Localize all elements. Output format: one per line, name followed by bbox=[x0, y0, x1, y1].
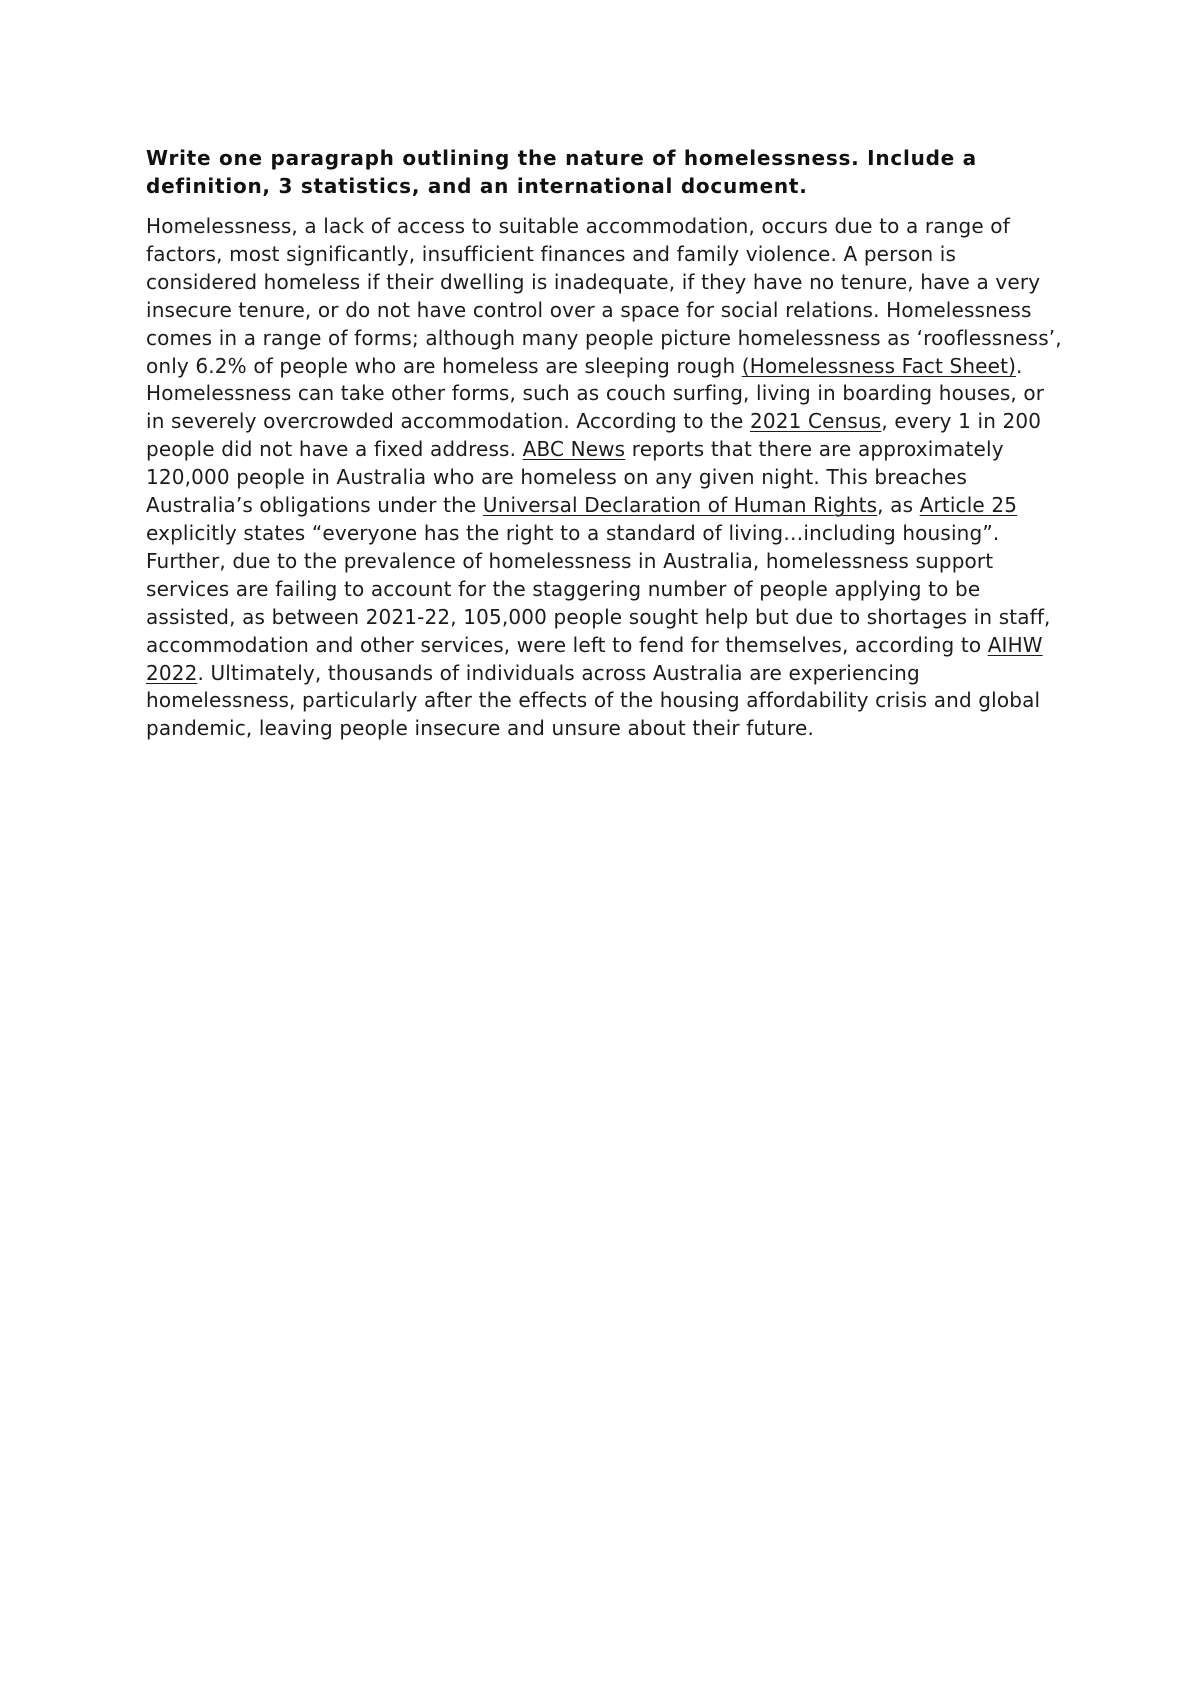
paragraph-text: . Homelessness can take other forms, such as couch surfing, living in boarding houses, or in severely overcrowded accommodation. According to the bbox=[146, 353, 1045, 434]
link-abc-news[interactable]: ABC News bbox=[522, 437, 626, 462]
link-article-25[interactable]: Article 25 bbox=[919, 493, 1018, 518]
paragraph-text: reports that there are approximately 120,000 people in Australia who are homeless on any given night. This breaches Australia’s obligations under the bbox=[146, 437, 1004, 518]
paragraph-text: explicitly states “everyone has the right to a standard of living…including housing”. Further, due to the prevalence of homelessness in Australia, homelessness support services are failing to account for the staggering number of people applying to be assisted, as between 2021-22, 105,000 people sought help but due to shortages in staff, accommodation and other services, were left to fend for themselves, according to bbox=[146, 520, 1051, 657]
paragraph-text: . Ultimately, thousands of individuals across Australia are experiencing homelessness, particularly after the effects of the housing affordability crisis and global pandemic, leaving people insecure and unsure about their future. bbox=[146, 660, 1041, 741]
link-homelessness-fact-sheet[interactable]: (Homelessness Fact Sheet) bbox=[741, 353, 1017, 378]
document-content bbox=[146, 144, 1066, 743]
paragraph-text: , as bbox=[877, 493, 920, 518]
link-aihw-2022[interactable]: AIHW 2022 bbox=[146, 632, 1043, 685]
paragraph-text: , every 1 in 200 people did not have a fixed address. bbox=[146, 409, 1042, 462]
link-universal-declaration[interactable]: Universal Declaration of Human Rights bbox=[482, 493, 878, 518]
paragraph-text: Homelessness, a lack of access to suitable accommodation, occurs due to a range of factors, most significantly, insufficient finances and family violence. A person is considered homeless if their dwelling is inadequate, if they have no tenure, have a very insecure tenure, or do not have control over a space for social relations. Homelessness comes in a range of forms; although many people picture homelessness as ‘rooflessness’, only 6.2% of people who are homeless are sleeping rough bbox=[146, 214, 1062, 378]
link-2021-census[interactable]: 2021 Census bbox=[749, 409, 882, 434]
body-paragraph bbox=[146, 213, 1066, 743]
prompt-heading: Write one paragraph outlining the nature of homelessness. Include a definition, 3 statistics, and an international document. bbox=[146, 146, 977, 198]
